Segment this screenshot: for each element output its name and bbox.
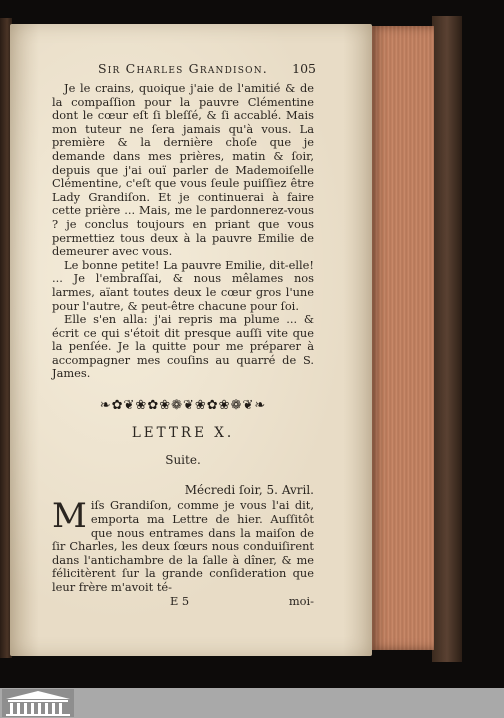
page-text-block: [52, 62, 314, 609]
paragraph-3: Elle s'en alla: j'ai repris ma plume ... & écrit ce qui s'étoit dit presque auſſi vite que la penſée. Je la quitte pour me préparer à accompagner mes couſins au quarré de S. James.: [52, 312, 314, 381]
page-footer-marks: [52, 595, 314, 609]
viewer-footer-bar: [0, 688, 504, 718]
ornament-band: ❧✿❦❀✿❀❁❦❀✿❀❁❦❧: [99, 398, 267, 414]
running-head-title: Sir Charles Grandison.: [98, 61, 268, 76]
paragraph-2: Le bonne petite! La pauvre Emilie, dit-elle! ... Je l'embraſſai, & nous mêlames nos larmes, aïant toutes deux le cœur gros l'une pour l'autre, & peut-être chacune pour ſoi.: [52, 257, 314, 313]
page-fore-edge: [370, 26, 434, 650]
library-building-icon: [2, 689, 74, 717]
letter-subtitle: Suite.: [165, 453, 201, 468]
running-head: [52, 62, 314, 78]
dateline: Mécredi ſoir, 5. Avril.: [184, 482, 314, 497]
paragraph-1: Je le crains, quoique j'aie de l'amitié & de la compaſſion pour la pauvre Clémentine dont le cœur eſt ſi bleſſé, & ſi accablé. Mais mon tuteur ne ſera jamais qu'à vous. La première & la dernière choſe que je demande dans mes prières, matin & ſoir, depuis que j'ai ouï parler de Mademoiſelle Clémentine, c'eſt que vous ſeule puiſſiez être Lady Grandiſon. Et je continuerai à faire cette prière ... Mais, me le pardonnerez-vous ? je conclus toujours en priant que vous permettiez tous deux à la pauvre Emilie de demeurer avec vous.: [52, 81, 314, 259]
book-cover-right: [432, 16, 462, 662]
catchword: moi-: [288, 593, 314, 608]
page-number: 105: [292, 61, 316, 76]
signature-mark: E 5: [170, 593, 190, 608]
letter-first-paragraph: [52, 496, 314, 594]
letter-body-text: iſs Grandiſon, comme je vous l'ai dit, emporta ma Lettre de hier. Auſſitôt que nous entrames dans la maiſon de ſir Charles, les deux ſœurs nous conduiſirent dans l'antichambre de la ſalle à dîner, & me félicitèrent ſur la grande conſideration que leur frère m'avoit té-: [52, 498, 314, 594]
letter-title: LETTRE X.: [131, 424, 235, 441]
drop-cap: M: [52, 496, 87, 537]
